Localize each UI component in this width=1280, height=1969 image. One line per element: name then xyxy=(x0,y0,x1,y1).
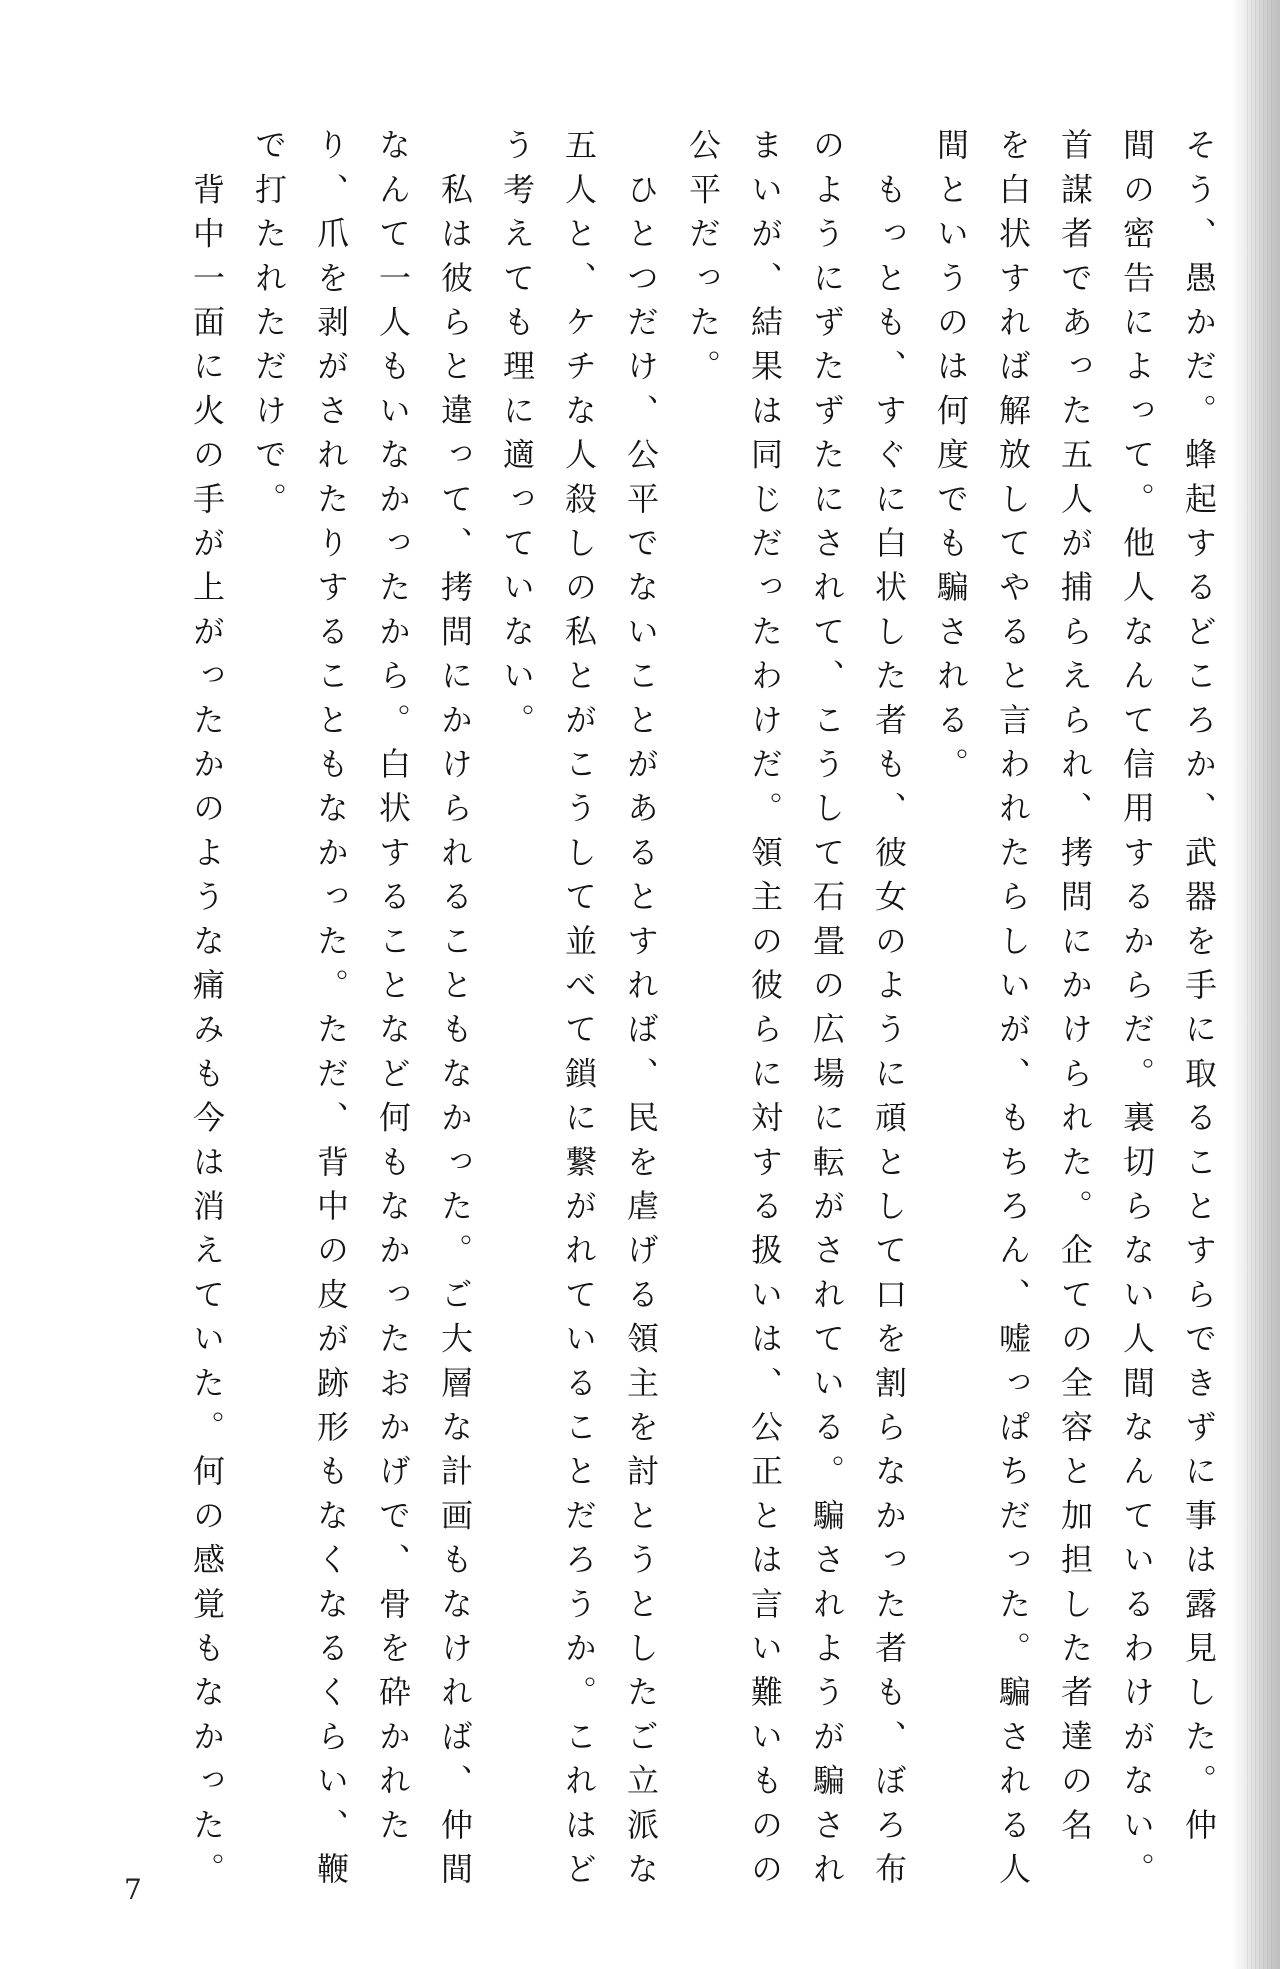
text-column-11: 五人と、ケチな人殺しの私とがこうして並べて鎖に繋がれていることだろうか。これはど xyxy=(560,128,598,1896)
text-column-2: 間の密告によって。他人なんて信用するからだ。裏切らない人間なんているわけがない。 xyxy=(1118,128,1156,1896)
text-column-8: まいが、結果は同じだったわけだ。領主の彼らに対する扱いは、公正とは言い難いものの xyxy=(746,128,784,1896)
page-edge-lines xyxy=(1244,0,1274,1969)
text-column-1: そう、愚かだ。蜂起するどころか、武器を手に取ることすらできずに事は露見した。仲 xyxy=(1180,128,1218,1852)
text-column-9: 公平だった。 xyxy=(684,128,722,394)
text-column-15: り、爪を剥がされたりすることもなかった。ただ、背中の皮が跡形もなくなるくらい、鞭 xyxy=(312,128,350,1896)
text-column-5: 間というのは何度でも騙される。 xyxy=(932,128,970,791)
text-column-12: う考えても理に適っていない。 xyxy=(498,128,536,747)
text-column-16: で打たれただけで。 xyxy=(250,128,288,526)
text-column-17: 背中一面に火の手が上がったかのような痛みも今は消えていた。何の感覚もなかった。 xyxy=(188,128,226,1896)
text-column-14: なんて一人もいなかったから。白状することなど何もなかったおかげで、骨を砕かれた xyxy=(374,128,412,1852)
text-column-13: 私は彼らと違って、拷問にかけられることもなかった。ご大層な計画もなければ、仲間 xyxy=(436,128,474,1896)
text-column-10: ひとつだけ、公平でないことがあるとすれば、民を虐げる領主を討とうとしたご立派な xyxy=(622,128,660,1896)
vertical-text-body xyxy=(140,128,1218,1896)
page-number: 7 xyxy=(124,1873,142,1906)
text-column-3: 首謀者であった五人が捕らえられ、拷問にかけられた。企ての全容と加担した者達の名 xyxy=(1056,128,1094,1852)
text-column-6: もっとも、すぐに白状した者も、彼女のように頑として口を割らなかった者も、ぼろ布 xyxy=(870,128,908,1896)
text-column-7: のようにずたずたにされて、こうして石畳の広場に転がされている。騙されようが騙され xyxy=(808,128,846,1896)
text-column-4: を白状すれば解放してやると言われたらしいが、もちろん、嘘っぱちだった。騙される人 xyxy=(994,128,1032,1896)
